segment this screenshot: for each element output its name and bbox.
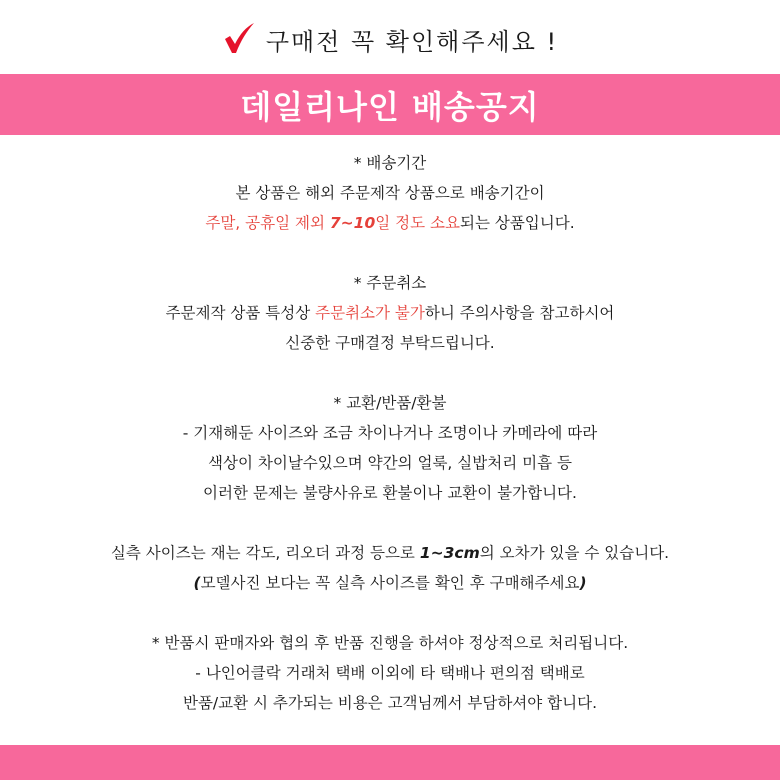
size-close-paren: ) (579, 574, 587, 592)
notice-body (0, 148, 780, 718)
exchange-line-1: - 기재해둔 사이즈와 조금 차이나거나 조명이나 카메라에 따라 (182, 424, 598, 442)
size-line-1-pre: 실측 사이즈는 재는 각도, 리오더 과정 등으로 (110, 544, 420, 562)
notice-banner (0, 74, 780, 135)
shipping-highlight-a: 주말, 공휴일 제외 (205, 214, 330, 232)
size-line-1-post: 의 오차가 있을 수 있습니다. (479, 544, 670, 562)
shipping-heading: * 배송기간 (353, 154, 427, 172)
exchange-line-3: 이러한 문제는 불량사유로 환불이나 교환이 불가합니다. (203, 484, 577, 502)
shipping-highlight-c: 일 정도 소요 (375, 214, 460, 232)
size-line-2 (0, 568, 780, 598)
spacer (0, 598, 780, 628)
returns-line-1: * 반품시 판매자와 협의 후 반품 진행을 하셔야 정상적으로 처리됩니다. (151, 634, 629, 652)
size-line-1 (0, 538, 780, 568)
cancel-line-2: 신중한 구매결정 부탁드립니다. (285, 334, 495, 352)
spacer (0, 238, 780, 268)
cancel-line-1-post: 하니 주의사항을 참고하시어 (424, 304, 615, 322)
returns-line-2: - 나인어클락 거래처 택배 이외에 타 택배나 편의점 택배로 (195, 664, 585, 682)
shipping-line-1: 본 상품은 해외 주문제작 상품으로 배송기간이 (235, 184, 545, 202)
check-icon (222, 22, 256, 56)
size-line-2-text: 모델사진 보다는 꼭 실측 사이즈를 확인 후 구매해주세요 (200, 574, 580, 592)
exchange-line-2: 색상이 차이날수있으며 약간의 얼룩, 실밥처리 미흡 등 (208, 454, 572, 472)
returns-line-3: 반품/교환 시 추가되는 비용은 고객님께서 부담하셔야 합니다. (182, 694, 598, 712)
exchange-heading: * 교환/반품/환불 (333, 394, 447, 412)
top-notice (0, 14, 780, 64)
spacer (0, 358, 780, 388)
shipping-highlight-days: 7~10 (329, 214, 376, 232)
shipping-line-2 (0, 208, 780, 238)
spacer (0, 508, 780, 538)
size-open-paren: ( (193, 574, 201, 592)
cancel-line-1 (0, 298, 780, 328)
cancel-line-1-pre: 주문제작 상품 특성상 (165, 304, 316, 322)
cancel-heading: * 주문취소 (353, 274, 427, 292)
bottom-band (0, 745, 780, 780)
shipping-line-2-rest: 되는 상품입니다. (459, 214, 575, 232)
top-notice-text: 구매전 꼭 확인해주세요 ! (265, 27, 559, 56)
cancel-highlight: 주문취소가 불가 (315, 304, 425, 322)
banner-title: 데일리나인 배송공지 (240, 87, 540, 126)
size-tolerance: 1~3cm (419, 544, 480, 562)
